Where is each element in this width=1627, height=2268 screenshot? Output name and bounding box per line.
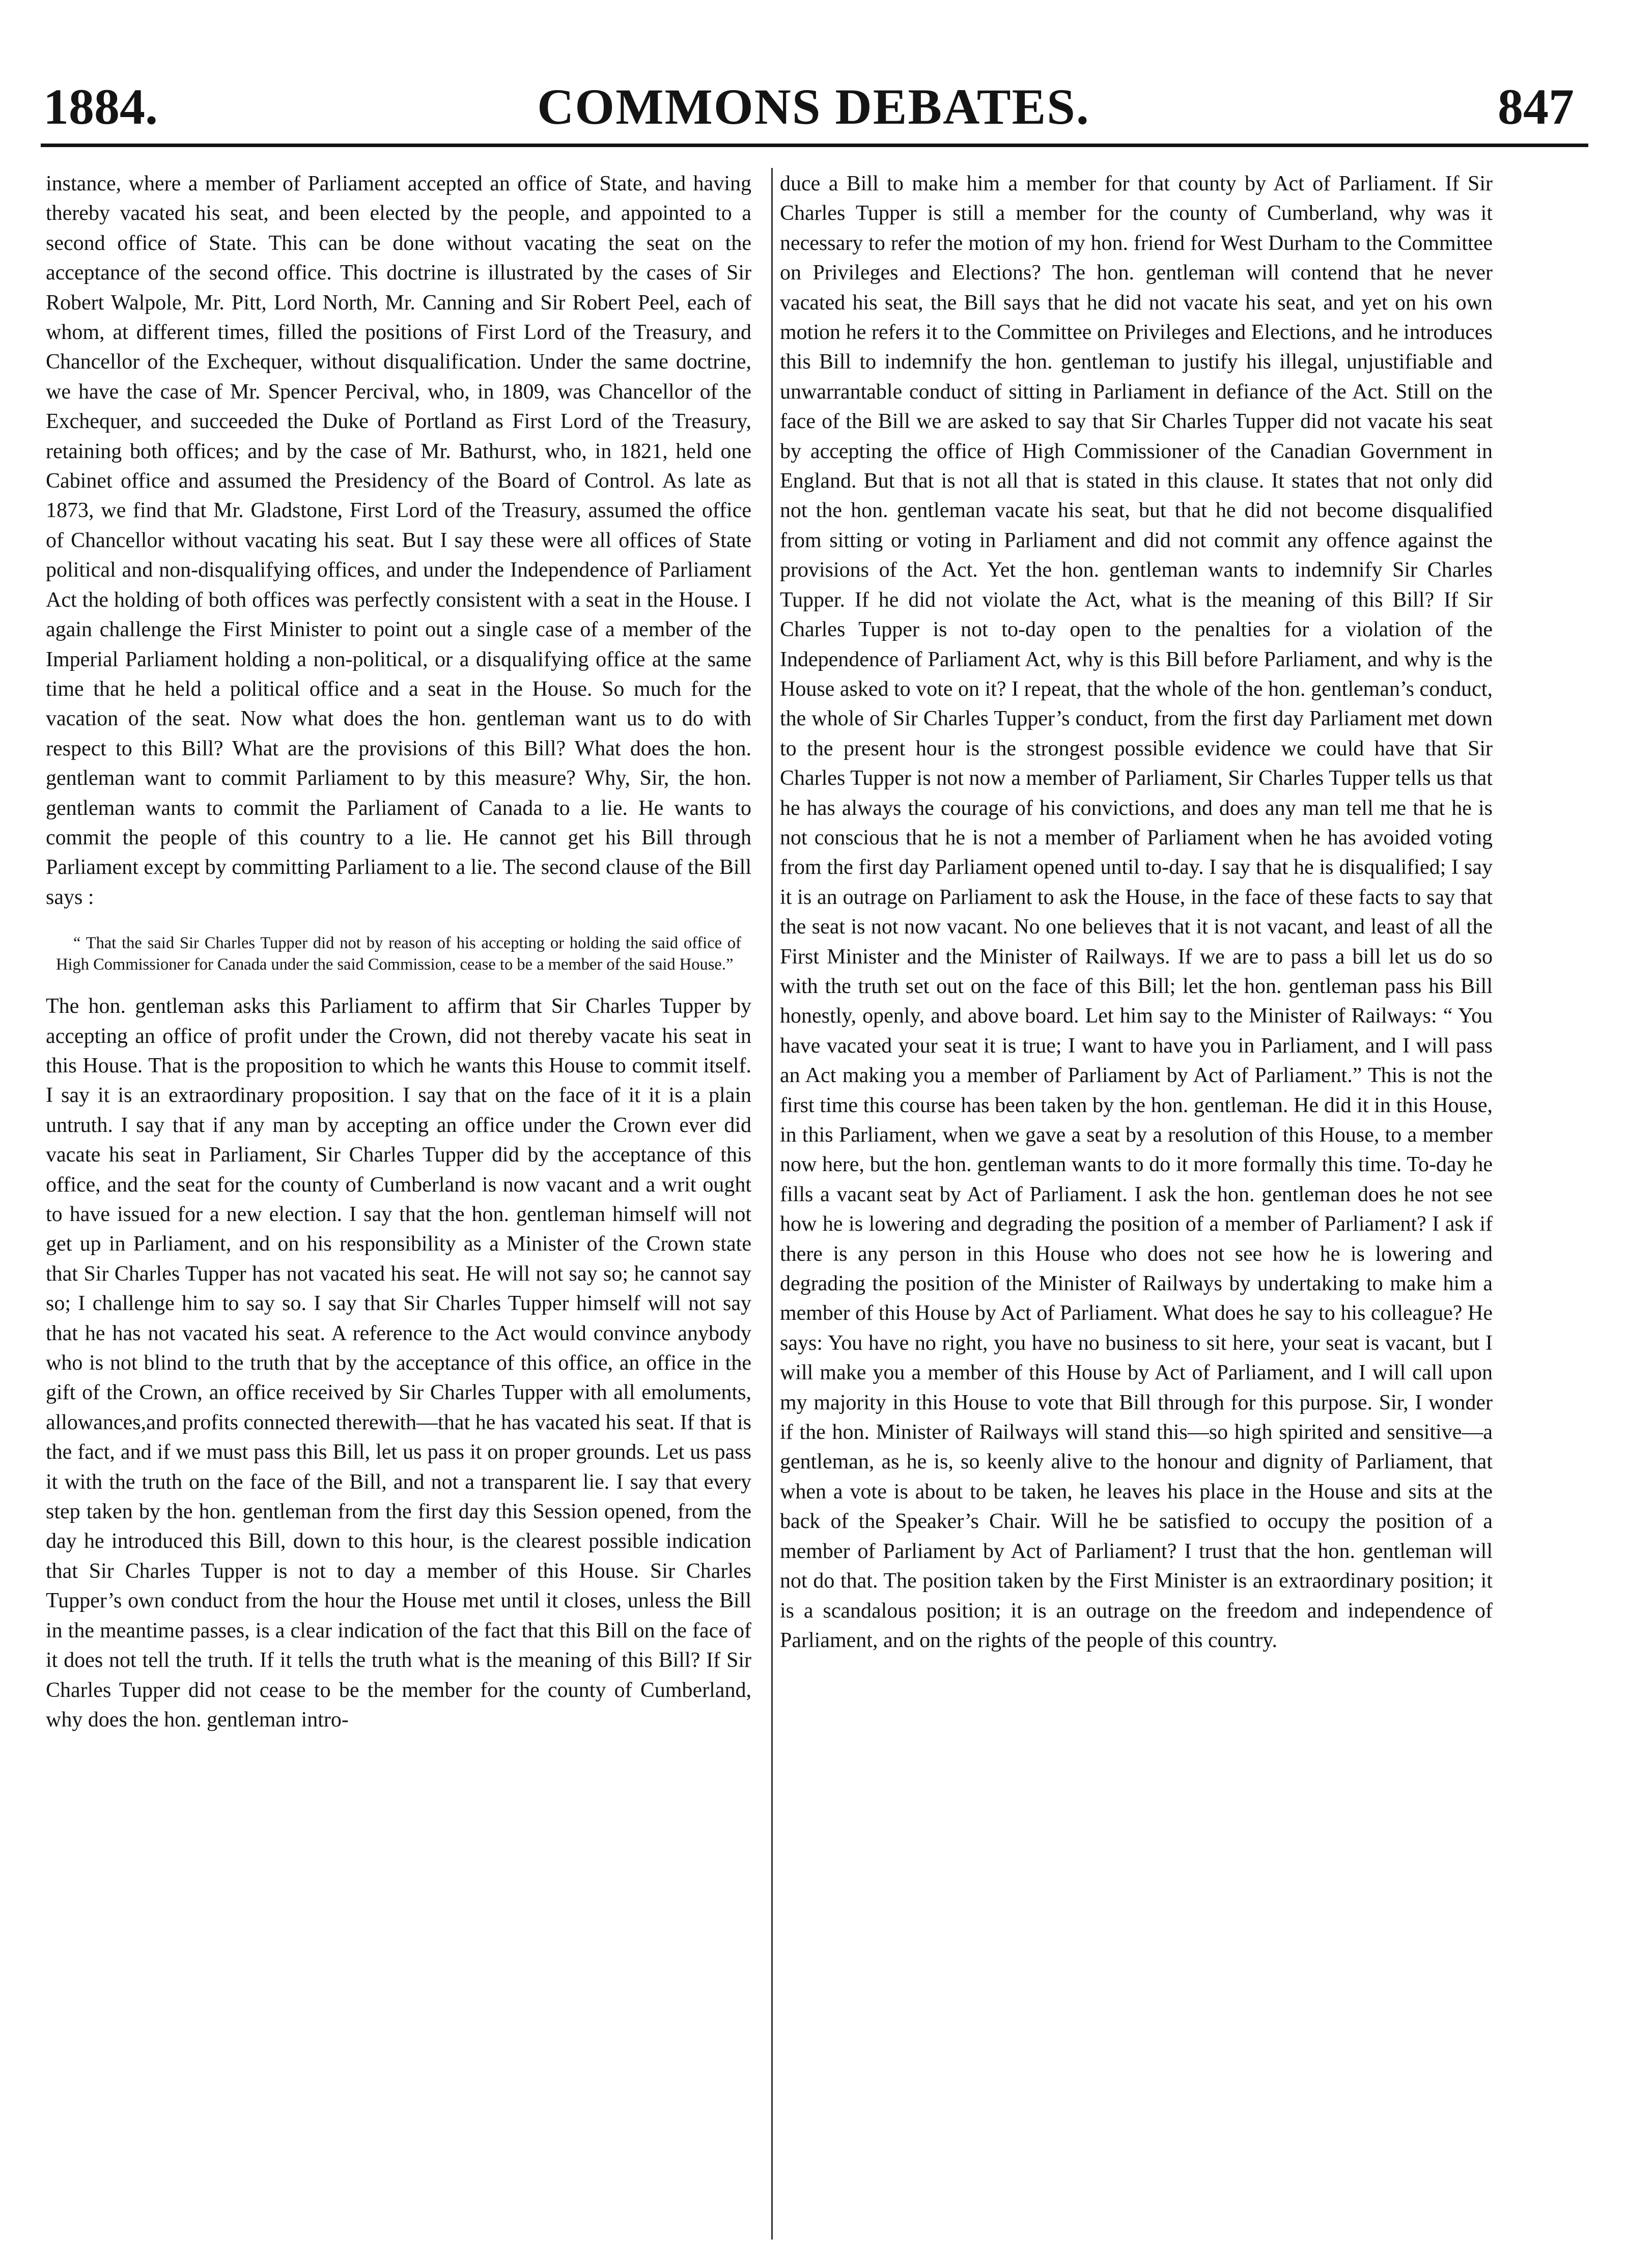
header-title: COMMONS DEBATES. xyxy=(537,78,1090,135)
header-year: 1884. xyxy=(43,78,158,135)
left-paragraph-2: The hon. gentleman asks this Parliament to affirm that Sir Charles Tupper by accepting an office of profit under the Crown, did not thereby vacate his seat in this House. That is the proposition to which he wants this House to commit itself. I say it is an extraordinary proposition. I say that on the face of it it is a plain untruth. I say that if any man by accepting an office under the Crown ever did vacate his seat in Parliament, Sir Charles Tupper did by the acceptance of this office, and the seat for the county of Cumberland is now vacant and a writ ought to have issued for a new election. I say that the hon. gentleman himself will not get up in Parliament, and on his responsibility as a Minister of the Crown state that Sir Charles Tupper has not vacated his seat. He will not say so; he cannot say so; I challenge him to say so. I say that Sir Charles Tupper himself will not say that he has not vacated his seat. A reference to the Act would convince anybody who is not blind to the truth that by the acceptance of this office, an office in the gift of the Crown, an office received by Sir Charles Tupper with all emoluments, allowances,and profits connected therewith—that he has vacated his seat. If that is the fact, and if we must pass this Bill, let us pass it on proper grounds. Let us pass it with the truth on the face of the Bill, and not a transparent lie. I say that every step taken by the hon. gentleman from the first day this Session opened, from the day he introduced this Bill, down to this hour, is the clearest possible indication that Sir Charles Tupper is not to day a member of this House. Sir Charles Tupper’s own conduct from the hour the House met until it closes, unless the Bill in the meantime passes, is a clear indication of the fact that this Bill on the face of it does not tell the truth. If it tells the truth what is the meaning of this Bill? If Sir Charles Tupper did not cease to be the member for the county of Cumberland, why does the hon. gentleman intro- xyxy=(46,995,751,1732)
left-column xyxy=(46,169,751,1735)
right-paragraph-1: duce a Bill to make him a member for that county by Act of Parliament. If Sir Charles Tupper is still a member for the county of Cumberland, why was it necessary to refer the motion of my hon. friend for West Durham to the Committee on Privileges and Elections? The hon. gentleman will contend that he never vacated his seat, the Bill says that he did not vacate his seat, and yet on his own motion he refers it to the Committee on Privileges and Elections, and he introduces this Bill to indemnify the hon. gentleman to justify his illegal, unjustifiable and unwarrantable conduct of sitting in Parliament in defiance of the Act. Still on the face of the Bill we are asked to say that Sir Charles Tupper did not vacate his seat by accepting the office of High Commissioner of the Canadian Government in England. But that is not all that is stated in this clause. It states that not only did not the hon. gentleman vacate his seat, but that he did not become disqualified from sitting or voting in Parliament and did not commit any offence against the provisions of the Act. Yet the hon. gentleman wants to indemnify Sir Charles Tupper. If he did not violate the Act, what is the meaning of this Bill? If Sir Charles Tupper is not to-day open to the penalties for a violation of the Independence of Parliament Act, why is this Bill before Parliament, and why is the House asked to vote on it? I repeat, that the whole of the hon. gentleman’s conduct, the whole of Sir Charles Tupper’s conduct, from the first day Parliament met down to the present hour is the strongest possible evidence we could have that Sir Charles Tupper is not now a member of Parliament, Sir Charles Tupper tells us that he has always the courage of his convictions, and does any man tell me that he is not conscious that he is not a member of Parliament when he has avoided voting from the first day Parliament opened until to-day. I say that he is disqualified; I say it is an outrage on Parliament to ask the House, in the face of these facts to say that the seat is not now vacant. No one believes that it is not vacant, and least of all the First Minister and the Minister of Railways. If we are to pass a bill let us do so with the truth set out on the face of this Bill; let the hon. gentleman pass his Bill honestly, openly, and above board. Let him say to the Minister of Railways: “ You have vacated your seat it is true; I want to have you in Parliament, and I will pass an Act making you a member of Parliament by Act of Parliament.” This is not the first time this course has been taken by the hon. gentleman. He did it in this House, in this Parliament, when we gave a seat by a resolution of this House, to a member now here, but the hon. gentleman wants to do it more formally this time. To-day he fills a vacant seat by Act of Parliament. I ask the hon. gentleman does he not see how he is lowering and degrading the position of a member of Parliament? I ask if there is any person in this House who does not see how he is lowering and degrading the position of the Minister of Railways by undertaking to make him a member of this House by Act of Parliament. What does he say to his colleague? He says: You have no right, you have no business to sit here, your seat is vacant, but I will make you a member of this House by Act of Parliament, and I will call upon my majority in this House to vote that Bill through for this purpose. Sir, I wonder if the hon. Minister of Railways will stand this—so high spirited and sensitive—a gentleman, as he is, so keenly alive to the honour and dignity of Parliament, that when a vote is about to be taken, he leaves his place in the House and sits at the back of the Speaker’s Chair. Will he be satisfied to occupy the position of a member of Parliament by Act of Parliament? I trust that the hon. gentleman will not do that. The position taken by the First Minister is an extraordinary position; it is a scandalous position; it is an outrage on the freedom and independence of Parliament, and on the rights of the people of this country. xyxy=(780,172,1493,1652)
bill-clause-quote: “ That the said Sir Charles Tupper did not by reason of his accepting or holding the said office of High Commissioner for Canada under the said Commission, cease to be a member of the said House.” xyxy=(56,934,741,974)
header-rule xyxy=(41,144,1588,147)
header-page-number: 847 xyxy=(1498,78,1574,135)
page-header xyxy=(0,0,1627,148)
right-column xyxy=(780,169,1493,1655)
left-paragraph-1: instance, where a member of Parliament accepted an office of State, and having thereby vacated his seat, and been elected by the people, and appointed to a second office of State. This can be done without vacating the seat on the acceptance of the second office. This doctrine is illustrated by the cases of Sir Robert Walpole, Mr. Pitt, Lord North, Mr. Canning and Sir Robert Peel, each of whom, at different times, filled the positions of First Lord of the Treasury, and Chancellor of the Exchequer, without disqualification. Under the same doctrine, we have the case of Mr. Spencer Percival, who, in 1809, was Chancellor of the Exchequer, and succeeded the Duke of Portland as First Lord of the Treasury, retaining both offices; and by the case of Mr. Bathurst, who, in 1821, held one Cabinet office and assumed the Presidency of the Board of Control. As late as 1873, we find that Mr. Gladstone, First Lord of the Treasury, assumed the office of Chancellor without vacating his seat. But I say these were all offices of State political and non-disqualifying offices, and under the Independence of Parliament Act the holding of both offices was perfectly consistent with a seat in the House. I again challenge the First Minister to point out a single case of a member of the Imperial Parliament holding a non-political, or a disqualifying office at the same time that he held a political office and a seat in the House. So much for the vacation of the seat. Now what does the hon. gentleman want us to do with respect to this Bill? What are the provisions of this Bill? What does the hon. gentleman want to commit Parliament to by this measure? Why, Sir, the hon. gentleman wants to commit the Parliament of Canada to a lie. He wants to commit the people of this country to a lie. He cannot get his Bill through Parliament except by committing Parliament to a lie. The second clause of the Bill says : xyxy=(46,172,751,909)
column-divider xyxy=(771,168,773,2239)
